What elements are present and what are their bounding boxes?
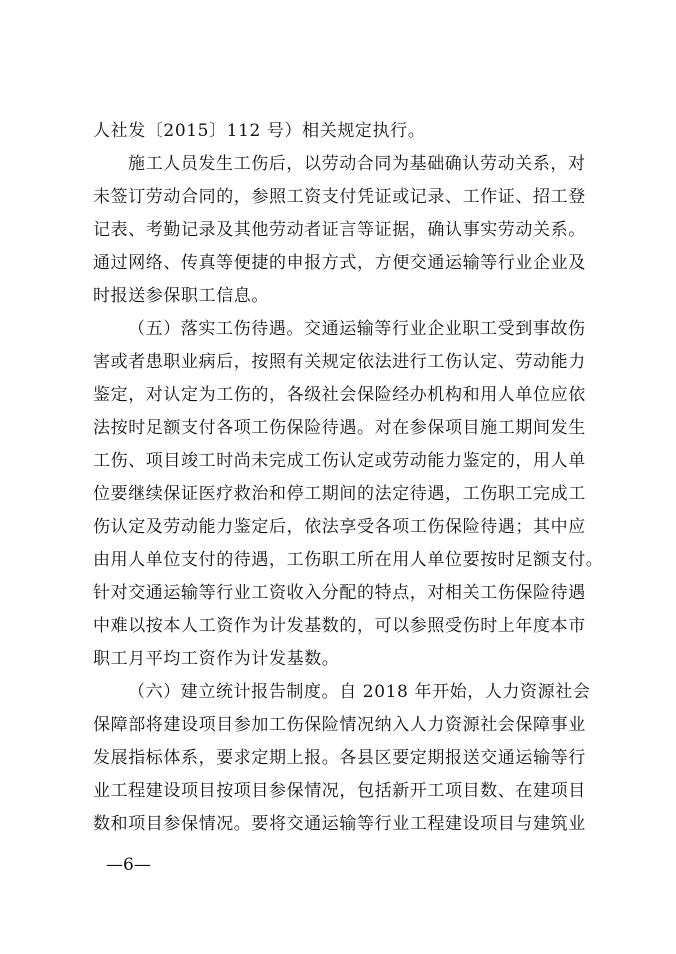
text-line-3: 未签订劳动合同的，参照工资支付凭证或记录、工作证、招工登 [93, 187, 586, 207]
text-line-5: 通过网络、传真等便捷的申报方式，方便交通运输等行业企业及 [93, 253, 586, 273]
text-line-15: 针对交通运输等行业工资收入分配的特点，对相关工伤保险待遇 [93, 583, 586, 603]
text-line-16: 中难以按本人工资作为计发基数的，可以参照受伤时上年度本市 [93, 616, 586, 636]
text-line-18: （六）建立统计报告制度。自 2018 年开始，人力资源社会 [128, 682, 591, 702]
text-line-19: 保障部将建设项目参加工伤保险情况纳入人力资源社会保障事业 [93, 715, 586, 735]
text-line-13: 伤认定及劳动能力鉴定后，依法享受各项工伤保险待遇；其中应 [93, 517, 586, 537]
text-line-9: 鉴定，对认定为工伤的，各级社会保险经办机构和用人单位应依 [93, 385, 586, 405]
text-line-10: 法按时足额支付各项工伤保险待遇。对在参保项目施工期间发生 [93, 418, 586, 438]
text-line-6: 时报送参保职工信息。 [93, 286, 269, 306]
text-line-17: 职工月平均工资作为计发基数。 [93, 649, 340, 669]
text-line-21: 业工程建设项目按项目参保情况，包括新开工项目数、在建项目 [93, 781, 586, 801]
text-line-7: （五）落实工伤待遇。交通运输等行业企业职工受到事故伤 [128, 319, 586, 339]
page-number: —6— [106, 855, 151, 875]
text-line-22: 数和项目参保情况。要将交通运输等行业工程建设项目与建筑业 [93, 814, 586, 834]
text-line-2: 施工人员发生工伤后，以劳动合同为基础确认劳动关系，对 [128, 154, 586, 174]
text-line-4: 记表、考勤记录及其他劳动者证言等证据，确认事实劳动关系。 [93, 220, 586, 240]
text-line-1: 人社发〔2015〕112 号）相关规定执行。 [93, 121, 426, 141]
text-line-8: 害或者患职业病后，按照有关规定依法进行工伤认定、劳动能力 [93, 352, 586, 372]
text-line-12: 位要继续保证医疗救治和停工期间的法定待遇，工伤职工完成工 [93, 484, 586, 504]
text-line-20: 发展指标体系，要求定期上报。各县区要定期报送交通运输等行 [93, 748, 586, 768]
text-line-14: 由用人单位支付的待遇，工伤职工所在用人单位要按时足额支付。 [93, 550, 604, 570]
text-line-11: 工伤、项目竣工时尚未完成工伤认定或劳动能力鉴定的，用人单 [93, 451, 586, 471]
